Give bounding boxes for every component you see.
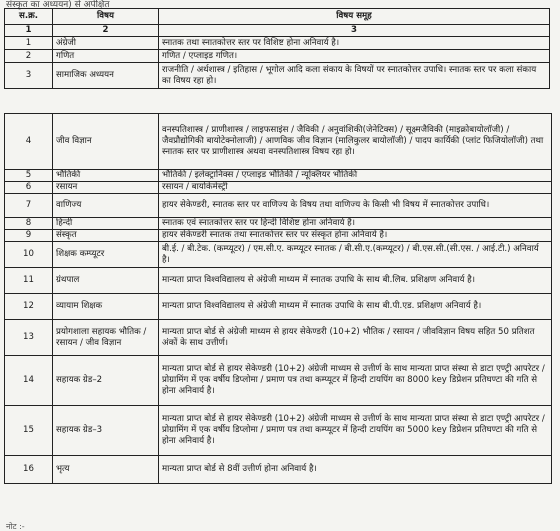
table-row	[5, 218, 552, 230]
table-row	[5, 456, 552, 484]
table-row	[5, 114, 552, 170]
row-no: 10	[5, 242, 53, 268]
header-subject: विषय	[53, 9, 159, 25]
qualification-table-2	[4, 113, 552, 484]
row-subject: अंग्रेजी	[53, 37, 159, 50]
colnum-3: 3	[159, 25, 550, 37]
row-group: रसायन / बायोकेमेस्ट्री	[159, 182, 552, 194]
row-group: राजनीति / अर्थशास्त्र / इतिहास / भूगोल आदि कला संकाय के विषयों पर स्नातकोत्तर उपाधि। स्नातक स्तर पर कला संकाय का विषय रहा हो।	[159, 63, 550, 89]
row-subject: सामाजिक अध्ययन	[53, 63, 159, 89]
row-subject: प्रयोगशाला सहायक भौतिक / रसायन / जीव विज्ञान	[53, 320, 159, 356]
row-subject: भृत्य	[53, 456, 159, 484]
header-row	[5, 9, 550, 25]
row-subject: भौतिकी	[53, 170, 159, 182]
row-group: मान्यता प्राप्त बोर्ड से 8वीं उत्तीर्ण होना अनिवार्य है।	[159, 456, 552, 484]
row-group: स्नातक तथा स्नातकोत्तर स्तर पर विशिष्ट होना अनिवार्य है।	[159, 37, 550, 50]
row-no: 13	[5, 320, 53, 356]
table-row	[5, 320, 552, 356]
table-row	[5, 194, 552, 218]
table-row	[5, 242, 552, 268]
row-no: 1	[5, 37, 53, 50]
table-row	[5, 170, 552, 182]
table-row	[5, 230, 552, 242]
row-group: मान्यता प्राप्त विश्वविद्यालय से अंग्रेजी माध्यम में स्नातक उपाधि के साथ बी.लिब. प्रशिक्षण अनिवार्य है।	[159, 268, 552, 294]
row-subject: गणित	[53, 50, 159, 63]
qualification-table-1	[4, 8, 550, 89]
row-subject: सहायक ग्रेड–3	[53, 406, 159, 456]
row-subject: वाणिज्य	[53, 194, 159, 218]
bottom-note: नोट :-	[6, 522, 25, 531]
top-text: संस्कृत का अध्ययन) से अपेक्षित	[6, 0, 110, 10]
row-group: वनस्पतिशास्त्र / प्राणीशास्त्र / लाइफसाइंस / जैविकी / अनुवांशिकी(जेनेटिक्स) / सूक्ष्मजैविकी (माइक्रोबायोलॉजी) / जैवप्रौद्योगिकी बायोटेक्नोलाजी) / आणविक जीव विज्ञान (मालिकुलर बायोलॉजी) / पादप कार्यिकी (प्लांट फिजियोलॉजी) तथा स्नातक स्तर पर प्राणीशास्त्र अथवा वनस्पतिशास्त्र विषय रहा हो।	[159, 114, 552, 170]
row-no: 14	[5, 356, 53, 406]
table-row	[5, 294, 552, 320]
row-no: 8	[5, 218, 53, 230]
header-serial: स.क्र.	[5, 9, 53, 25]
table-row	[5, 50, 550, 63]
row-no: 11	[5, 268, 53, 294]
row-subject: हिन्दी	[53, 218, 159, 230]
row-no: 7	[5, 194, 53, 218]
row-group: बी.ई. / बी.टेक. (कम्प्यूटर) / एम.सी.ए. कम्प्यूटर स्नातक / बी.सी.ए.(कम्प्यूटर) / बी.एस.सी.(सी.एस. / आई.टी.) अनिवार्य है।	[159, 242, 552, 268]
row-no: 6	[5, 182, 53, 194]
row-no: 9	[5, 230, 53, 242]
colnum-1: 1	[5, 25, 53, 37]
header-group: विषय समूह	[159, 9, 550, 25]
column-number-row	[5, 25, 550, 37]
row-group: मान्यता प्राप्त बोर्ड से हायर सेकेण्डरी (10+2) अंग्रेजी माध्यम से उत्तीर्ण के साथ मान्यता प्राप्त संस्था से डाटा एण्ट्री आपरेटर / प्रोग्रामिंग में एक वर्षीय डिप्लोमा / प्रमाण पत्र तथा कम्प्यूटर में हिन्दी टायपिंग का 8000 key डिप्रेशन प्रतिघण्टा की गति से होना अनिवार्य है।	[159, 356, 552, 406]
table-row	[5, 268, 552, 294]
row-group: भौतिकी / इलेक्ट्रानिक्स / एप्लाइड भौतिकी / न्यूक्लियर भौतिकी	[159, 170, 552, 182]
row-no: 5	[5, 170, 53, 182]
row-subject: रसायन	[53, 182, 159, 194]
row-group: मान्यता प्राप्त बोर्ड से अंग्रेजी माध्यम से हायर सेकेण्डरी (10+2) भौतिक / रसायन / जीवविज्ञान विषय सहित 50 प्रतिशत अंकों के साथ उत्तीर्ण।	[159, 320, 552, 356]
row-subject: संस्कृत	[53, 230, 159, 242]
row-group: स्नातक एवं स्नातकोत्तर स्तर पर हिन्दी विशिष्ट होना अनिवार्य है।	[159, 218, 552, 230]
row-no: 3	[5, 63, 53, 89]
table-row	[5, 63, 550, 89]
table-row	[5, 406, 552, 456]
row-subject: सहायक ग्रेड–2	[53, 356, 159, 406]
row-subject: ग्रंथपाल	[53, 268, 159, 294]
row-no: 2	[5, 50, 53, 63]
row-group: गणित / एप्लाइड गणित।	[159, 50, 550, 63]
row-no: 15	[5, 406, 53, 456]
row-subject: शिक्षक कम्प्यूटर	[53, 242, 159, 268]
row-group: हायर सेकेण्डरी स्नातक तथा स्नातकोत्तर स्तर पर संस्कृत होना अनिवार्य है।	[159, 230, 552, 242]
row-group: हायर सेकेण्डरी, स्नातक स्तर पर वाणिज्य के विषय तथा वाणिज्य के किसी भी विषय में स्नातकोत्तर उपाधि।	[159, 194, 552, 218]
row-no: 16	[5, 456, 53, 484]
row-subject: जीव विज्ञान	[53, 114, 159, 170]
colnum-2: 2	[53, 25, 159, 37]
row-no: 4	[5, 114, 53, 170]
row-subject: व्यायाम शिक्षक	[53, 294, 159, 320]
table-row	[5, 182, 552, 194]
row-no: 12	[5, 294, 53, 320]
row-group: मान्यता प्राप्त बोर्ड से हायर सेकेण्डरी (10+2) अंग्रेजी माध्यम से उत्तीर्ण के साथ मान्यता प्राप्त संस्था से डाटा एण्ट्री आपरेटर / प्रोग्रामिंग में एक वर्षीय डिप्लोमा / प्रमाण पत्र तथा कम्प्यूटर में हिन्दी टायपिंग का 5000 key डिप्रेशन प्रतिघण्टा की गति से होना अनिवार्य है।	[159, 406, 552, 456]
row-group: मान्यता प्राप्त विश्वविद्यालय से अंग्रेजी माध्यम में स्नातक उपाधि के साथ बी.पी.एड. प्रशिक्षण अनिवार्य है।	[159, 294, 552, 320]
table-row	[5, 356, 552, 406]
table-row	[5, 37, 550, 50]
